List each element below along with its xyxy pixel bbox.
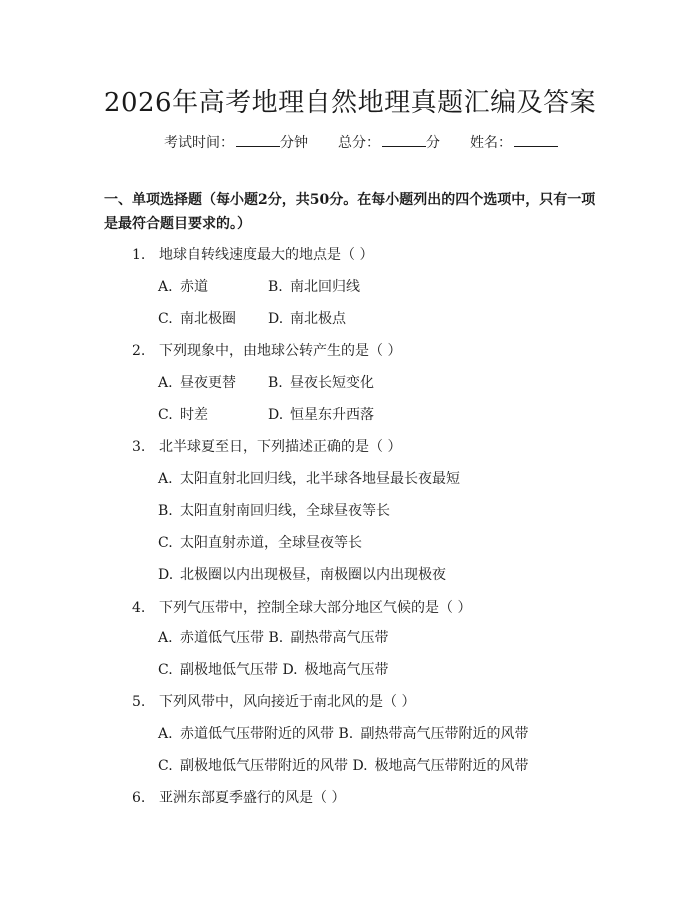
option-label: B. (158, 503, 173, 519)
option-label: B. (338, 726, 354, 742)
option-1A[interactable] (158, 276, 208, 296)
question-number: 6. (132, 790, 146, 806)
option-text: 副极地低气压带 (180, 662, 278, 678)
score-unit: 分 (426, 135, 440, 151)
name-label: 姓名： (470, 135, 512, 151)
time-label: 考试时间： (164, 135, 234, 151)
option-text: 昼夜长短变化 (290, 375, 374, 391)
option-text: 太阳直射北回归线，北半球各地昼最长夜最短 (180, 471, 460, 487)
question-3 (132, 436, 401, 456)
question-number: 2. (132, 343, 146, 359)
option-3C[interactable] (158, 532, 362, 552)
question-number: 3. (132, 439, 146, 455)
section-heading (104, 188, 595, 236)
question-text: 下列现象中，由地球公转产生的是（ ） (159, 343, 402, 359)
option-label: C. (158, 535, 173, 551)
option-text: 极地高气压带附近的风带 (374, 758, 529, 774)
question-2 (132, 340, 401, 360)
name-blank[interactable] (514, 134, 558, 147)
question-text: 下列风带中，风向接近于南北风的是（ ） (159, 694, 416, 710)
option-text: 南北极点 (290, 311, 346, 327)
section-heading-line2: 是最符合题目要求的。） (104, 216, 251, 232)
option-label: D. (268, 311, 284, 327)
question-text: 亚洲东部夏季盛行的风是（ ） (159, 790, 346, 806)
option-1B[interactable] (268, 276, 360, 296)
option-1C[interactable] (158, 308, 236, 328)
option-label: B. (268, 279, 283, 295)
option-label: D. (352, 758, 368, 774)
option-label: D. (158, 567, 174, 583)
option-row-5AB (158, 723, 528, 743)
option-text: 太阳直射南回归线，全球昼夜等长 (180, 503, 390, 519)
question-text: 下列气压带中，控制全球大部分地区气候的是（ ） (159, 600, 472, 616)
option-3D[interactable] (158, 564, 446, 584)
option-5C[interactable] (158, 758, 348, 774)
option-text: 恒星东升西落 (290, 407, 374, 423)
option-4C[interactable] (158, 662, 278, 678)
option-row-4AB (158, 627, 388, 647)
question-number: 1. (132, 247, 146, 263)
question-number: 5. (132, 694, 146, 710)
option-text: 南北极圈 (180, 311, 236, 327)
option-4D[interactable] (282, 662, 388, 678)
option-4A[interactable] (158, 630, 264, 646)
option-label: A. (158, 471, 173, 487)
question-6 (132, 787, 345, 807)
option-2B[interactable] (268, 372, 374, 392)
option-text: 副热带高气压带附近的风带 (360, 726, 529, 742)
option-2D[interactable] (268, 404, 374, 424)
question-1 (132, 244, 373, 264)
option-label: A. (158, 630, 173, 646)
option-text: 副极地低气压带附近的风带 (180, 758, 348, 774)
option-text: 赤道低气压带附近的风带 (180, 726, 334, 742)
option-5D[interactable] (352, 758, 528, 774)
question-4 (132, 597, 471, 617)
option-1D[interactable] (268, 308, 346, 328)
exam-meta-line (164, 132, 558, 152)
option-text: 北极圈以内出现极昼，南极圈以内出现极夜 (180, 567, 446, 583)
option-2A[interactable] (158, 372, 236, 392)
option-label: B. (268, 375, 283, 391)
option-label: A. (158, 279, 173, 295)
option-label: A. (158, 726, 173, 742)
option-text: 副热带高气压带 (290, 630, 389, 646)
option-label: C. (158, 311, 173, 327)
exam-title: 2026年高考地理自然地理真题汇编及答案 (103, 88, 597, 118)
question-5 (132, 691, 415, 711)
option-label: D. (282, 662, 298, 678)
option-label: A. (158, 375, 173, 391)
option-label: B. (268, 630, 284, 646)
score-label: 总分： (338, 135, 380, 151)
option-text: 赤道低气压带 (180, 630, 264, 646)
option-3A[interactable] (158, 468, 460, 488)
option-label: C. (158, 662, 173, 678)
option-row-5CD (158, 755, 528, 775)
option-4B[interactable] (268, 630, 388, 646)
option-5A[interactable] (158, 726, 334, 742)
time-unit: 分钟 (280, 135, 308, 151)
option-label: D. (268, 407, 284, 423)
option-text: 南北回归线 (290, 279, 360, 295)
option-text: 赤道 (180, 279, 208, 295)
option-label: C. (158, 407, 173, 423)
score-blank[interactable] (382, 134, 426, 147)
section-heading-line1: 一、单项选择题（每小题2分，共50分。在每小题列出的四个选项中，只有一项 (104, 192, 596, 208)
option-row-4CD (158, 659, 388, 679)
option-3B[interactable] (158, 500, 390, 520)
question-text: 北半球夏至日，下列描述正确的是（ ） (159, 439, 402, 455)
option-5B[interactable] (338, 726, 528, 742)
option-text: 太阳直射赤道，全球昼夜等长 (180, 535, 362, 551)
option-2C[interactable] (158, 404, 208, 424)
option-text: 时差 (180, 407, 208, 423)
time-blank[interactable] (236, 134, 280, 147)
option-text: 极地高气压带 (304, 662, 389, 678)
option-text: 昼夜更替 (180, 375, 236, 391)
question-number: 4. (132, 600, 146, 616)
option-label: C. (158, 758, 173, 774)
question-text: 地球自转线速度最大的地点是（ ） (159, 247, 374, 263)
